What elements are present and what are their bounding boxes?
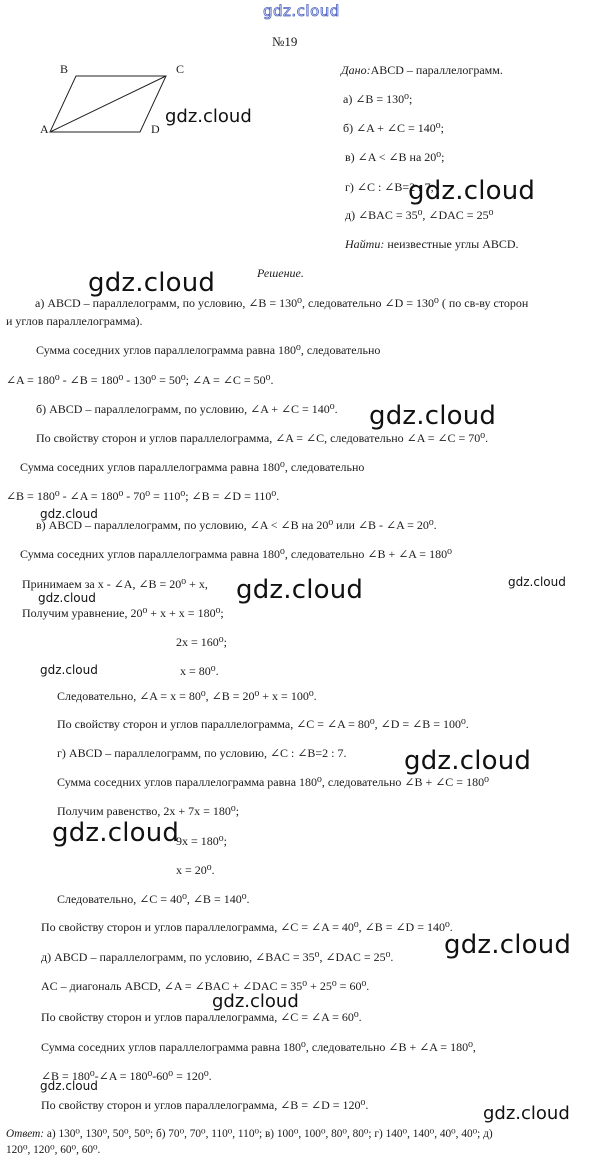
site-watermark: gdz.cloud [236,575,364,605]
solution-line: По свойству сторон и углов параллелограмма, ∠B = ∠D = 120⁰. [41,1098,369,1112]
given-item: д) ∠BAC = 35⁰, ∠DAC = 25⁰ [345,208,494,222]
diagonal-ac [50,76,166,132]
site-watermark: gdz.cloud [444,930,572,960]
find-label: Найти: [345,237,385,251]
solution-line: По свойству сторон и углов параллелограмма, ∠C = ∠A = 80⁰, ∠D = ∠B = 100⁰. [57,717,469,731]
given-label: Дано: [341,63,371,77]
solution-line: x = 20⁰. [176,863,215,877]
site-watermark: gdz.cloud [508,575,566,589]
solution-line: По свойству сторон и углов параллелограмма, ∠A = ∠C, следовательно ∠A = ∠C = 70⁰. [36,431,489,445]
site-watermark: gdz.cloud [38,591,96,605]
solution-line: и углов параллелограмма). [6,314,143,328]
solution-line: Сумма соседних углов параллелограмма равна 180⁰, следовательно ∠B + ∠A = 180⁰, [41,1040,476,1054]
given-line [341,63,503,77]
solution-line: Следовательно, ∠A = x = 80⁰, ∠B = 20⁰ + x = 100⁰. [57,689,317,703]
solution-line: x = 80⁰. [180,664,219,678]
site-watermark: gdz.cloud [40,1079,98,1093]
solution-line: Сумма соседних углов параллелограмма равна 180⁰, следовательно ∠B + ∠C = 180⁰ [57,775,489,789]
problem-number: №19 [272,34,298,49]
solution-line: По свойству сторон и углов параллелограмма, ∠C = ∠A = 40⁰, ∠B = ∠D = 140⁰. [41,920,453,934]
solution-line: ∠B = 180⁰-∠A = 180⁰-60⁰ = 120⁰. [41,1069,212,1083]
solution-line: а) ABCD – параллелограмм, по условию, ∠B = 130⁰, следовательно ∠D = 130⁰ ( по св-ву сторон [35,296,529,310]
solution-line: Следовательно, ∠C = 40⁰, ∠B = 140⁰. [57,892,250,906]
solution-line: По свойству сторон и углов параллелограмма, ∠C = ∠A = 60⁰. [41,1010,362,1024]
site-watermark: gdz.cloud [212,991,299,1012]
solution-line: г) ABCD – параллелограмм, по условию, ∠C : ∠B=2 : 7. [57,746,347,760]
solution-line: в) ABCD – параллелограмм, по условию, ∠A < ∠B на 20⁰ или ∠B - ∠A = 20⁰. [36,518,437,532]
answer-label: Ответ: [6,1128,45,1140]
solution-line: 9x = 180⁰; [176,834,227,848]
given-statement: ABCD – параллелограмм. [370,63,503,77]
given-item: а) ∠B = 130⁰; [343,92,413,106]
given-item: б) ∠A + ∠C = 140⁰; [343,121,444,135]
vertex-label-d: D [151,122,160,136]
solution-line: Получим уравнение, 20⁰ + x + x = 180⁰; [22,606,224,620]
solution-line: б) ABCD – параллелограмм, по условию, ∠A + ∠C = 140⁰. [36,402,338,416]
given-item: г) ∠C : ∠B=2 : 7; [345,180,434,194]
site-watermark: gdz.cloud [40,507,98,521]
solution-line: 2x = 160⁰; [176,635,227,649]
site-watermark: gdz.cloud [165,106,252,127]
answer-text: а) 130⁰, 130⁰, 50⁰, 50⁰; б) 70⁰, 70⁰, 110⁰, 110⁰; в) 100⁰, 100⁰, 80⁰, 80⁰; г) 140⁰, 140⁰, 40⁰, 40⁰; д) [46,1128,493,1140]
given-item: в) ∠A < ∠B на 20⁰; [345,150,445,164]
site-watermark: gdz.cloud [40,663,98,677]
solution-label: Решение. [257,266,304,280]
vertex-label-b: B [60,62,69,76]
vertex-label-a: A [40,122,49,136]
answer-line [6,1127,493,1141]
site-watermark: gdz.cloud [408,176,536,206]
vertex-label-c: C [176,62,185,76]
find-text: неизвестные углы ABCD. [387,237,519,251]
solution-line: д) ABCD – параллелограмм, по условию, ∠BAC = 35⁰, ∠DAC = 25⁰. [41,950,394,964]
solution-line: Сумма соседних углов параллелограмма равна 180⁰, следовательно [20,460,365,474]
answer-line-cont: 120⁰, 120⁰, 60⁰, 60⁰. [6,1144,101,1156]
site-watermark: gdz.cloud [483,1103,570,1124]
site-watermark: gdz.cloud [88,268,216,298]
solution-line: Принимаем за x - ∠A, ∠B = 20⁰ + x, [22,577,208,591]
site-watermark: gdz.cloud [404,746,532,776]
solution-line: Сумма соседних углов параллелограмма равна 180⁰, следовательно [36,343,381,357]
solution-line: ∠A = 180⁰ - ∠B = 180⁰ - 130⁰ = 50⁰; ∠A = ∠C = 50⁰. [6,373,274,387]
solution-line: AC – диагональ ABCD, ∠A = ∠BAC + ∠DAC = 35⁰ + 25⁰ = 60⁰. [41,979,370,993]
solution-line: Сумма соседних углов параллелограмма равна 180⁰, следовательно ∠B + ∠A = 180⁰ [20,547,452,561]
site-watermark-header: gdz.cloud [263,2,340,20]
site-watermark: gdz.cloud [369,401,497,431]
site-watermark: gdz.cloud [52,818,180,848]
solution-line: ∠B = 180⁰ - ∠A = 180⁰ - 70⁰ = 110⁰; ∠B = ∠D = 110⁰. [6,489,280,503]
solution-line: Получим равенство, 2x + 7x = 180⁰; [57,804,240,818]
find-line [345,237,519,251]
